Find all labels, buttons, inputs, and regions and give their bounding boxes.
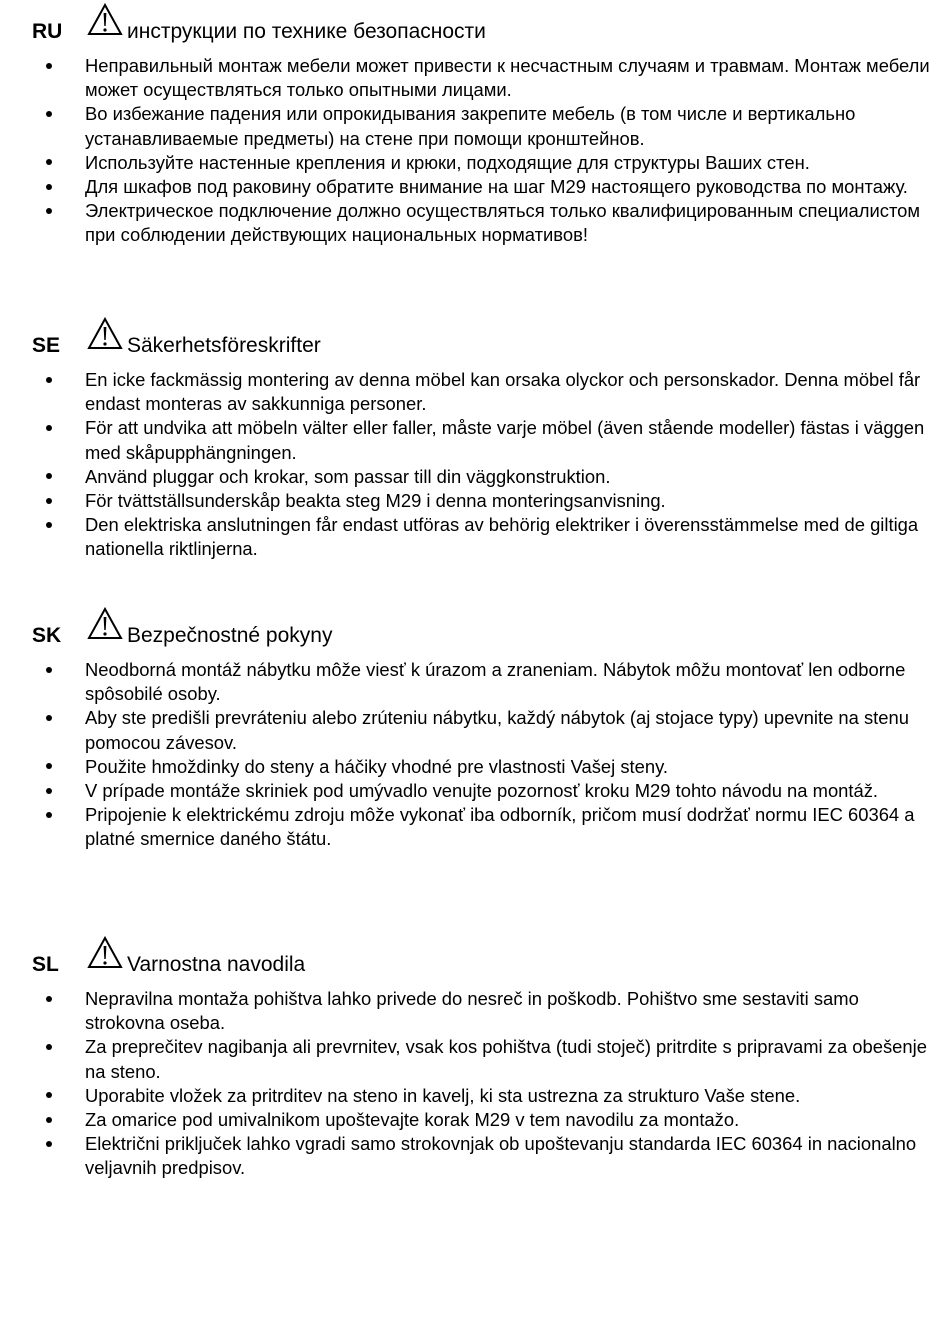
language-code: SK xyxy=(32,624,62,647)
item-text: Aby ste predišli prevráteniu alebo zrúteniu nábytku, každý nábytok (aj stojace typy) upevnite na stenu pomocou závesov. xyxy=(85,707,909,753)
list-item xyxy=(0,658,950,706)
bullet-icon xyxy=(43,779,55,803)
warning-triangle-icon xyxy=(87,607,123,641)
item-text: Neodborná montáž nábytku môže viesť k úrazom a zraneniam. Nábytok môžu montovať len odborne spôsobilé osoby. xyxy=(85,659,906,705)
section-ru xyxy=(0,3,950,246)
bullet-icon xyxy=(43,465,55,489)
bullet-icon xyxy=(43,54,55,78)
bullet-icon xyxy=(43,1035,55,1059)
list-item xyxy=(0,489,950,513)
list-item xyxy=(0,151,950,175)
list-item xyxy=(0,513,950,561)
bullet-icon xyxy=(43,1084,55,1108)
bullet-icon xyxy=(43,803,55,827)
item-text: Uporabite vložek za pritrditev na steno in kavelj, ki sta ustrezna za strukturo Vaše stene. xyxy=(85,1084,801,1106)
bullet-icon xyxy=(43,987,55,1011)
bullet-icon xyxy=(43,1108,55,1132)
list-item xyxy=(0,368,950,416)
warning-triangle-icon xyxy=(87,3,123,37)
list-item xyxy=(0,54,950,102)
section-title: Varnostna navodila xyxy=(127,953,306,976)
bullet-icon xyxy=(43,755,55,779)
warning-triangle-icon xyxy=(87,317,123,351)
list-item xyxy=(0,1084,950,1108)
section-title: Säkerhetsföreskrifter xyxy=(127,334,321,357)
item-text: Den elektriska anslutningen får endast utföras av behörig elektriker i överensstämmelse med de giltiga nationella riktlinjerna. xyxy=(85,514,919,560)
section-sk xyxy=(0,607,950,850)
item-text: Используйте настенные крепления и крюки, подходящие для структуры Ваших стен. xyxy=(85,151,810,173)
bullet-icon xyxy=(43,199,55,223)
list-item xyxy=(0,1108,950,1132)
item-text: En icke fackmässig montering av denna möbel kan orsaka olyckor och personskador. Denna möbel får endast monteras av sakkunniga personer. xyxy=(85,369,921,415)
item-text: Во избежание падения или опрокидывания закрепите мебель (в том числе и вертикально устанавливаемые предметы) на стене при помощи кронштейнов. xyxy=(85,103,856,149)
language-code: SE xyxy=(32,334,61,357)
bullet-icon xyxy=(43,416,55,440)
section-sl xyxy=(0,936,950,1179)
item-text: För tvättställsunderskåp beakta steg M29 i denna monteringsanvisning. xyxy=(85,490,666,512)
list-item xyxy=(0,1035,950,1083)
safety-list xyxy=(0,54,950,248)
bullet-icon xyxy=(43,151,55,175)
item-text: Для шкафов под раковину обратите внимание на шаг М29 настоящего руководства по монтажу. xyxy=(85,176,908,198)
section-se xyxy=(0,317,950,560)
list-item xyxy=(0,102,950,150)
list-item xyxy=(0,199,950,247)
safety-list xyxy=(0,368,950,562)
list-item xyxy=(0,755,950,779)
item-text: Električni priključek lahko vgradi samo strokovnjak ob upoštevanju standarda IEC 60364 in nacionalno veljavnih predpisov. xyxy=(85,1133,917,1179)
section-header xyxy=(0,936,950,980)
bullet-icon xyxy=(43,102,55,126)
safety-list xyxy=(0,658,950,852)
bullet-icon xyxy=(43,368,55,392)
item-text: Použite hmoždinky do steny a háčiky vhodné pre vlastnosti Vašej steny. xyxy=(85,755,669,777)
item-text: För att undvika att möbeln välter eller faller, måste varje möbel (även stående modeller) fästas i väggen med skåpupphängningen. xyxy=(85,417,925,463)
language-code: RU xyxy=(32,20,63,43)
list-item xyxy=(0,1132,950,1180)
section-title: инструкции по технике безопасности xyxy=(127,20,486,43)
section-header xyxy=(0,317,950,361)
list-item xyxy=(0,779,950,803)
section-title: Bezpečnostné pokyny xyxy=(127,624,333,647)
item-text: Nepravilna montaža pohištva lahko privede do nesreč in poškodb. Pohištvo sme sestaviti samo strokovna oseba. xyxy=(85,988,859,1034)
item-text: Неправильный монтаж мебели может привести к несчастным случаям и травмам. Монтаж мебели может осуществляться только опытными лицами. xyxy=(85,55,930,101)
list-item xyxy=(0,987,950,1035)
section-header xyxy=(0,3,950,47)
bullet-icon xyxy=(43,175,55,199)
item-text: Använd pluggar och krokar, som passar till din väggkonstruktion. xyxy=(85,465,611,487)
bullet-icon xyxy=(43,1132,55,1156)
list-item xyxy=(0,803,950,851)
item-text: Pripojenie k elektrickému zdroju môže vykonať iba odborník, pričom musí dodržať normu IEC 60364 a platné smernice daného štátu. xyxy=(85,804,915,850)
bullet-icon xyxy=(43,513,55,537)
item-text: Za preprečitev nagibanja ali prevrnitev, vsak kos pohištva (tudi stoječ) pritrdite s pripravami za obešenje na steno. xyxy=(85,1036,927,1082)
bullet-icon xyxy=(43,489,55,513)
item-text: Электрическое подключение должно осуществляться только квалифицированным специалистом при соблюдении действующих национальных нормативов! xyxy=(85,200,921,246)
language-code: SL xyxy=(32,953,59,976)
section-header xyxy=(0,607,950,651)
item-text: Za omarice pod umivalnikom upoštevajte korak M29 v tem navodilu za montažo. xyxy=(85,1109,740,1131)
list-item xyxy=(0,416,950,464)
list-item xyxy=(0,465,950,489)
bullet-icon xyxy=(43,706,55,730)
list-item xyxy=(0,175,950,199)
warning-triangle-icon xyxy=(87,936,123,970)
list-item xyxy=(0,706,950,754)
bullet-icon xyxy=(43,658,55,682)
item-text: V prípade montáže skriniek pod umývadlo venujte pozornosť kroku M29 tohto návodu na montáž. xyxy=(85,780,879,802)
safety-list xyxy=(0,987,950,1181)
